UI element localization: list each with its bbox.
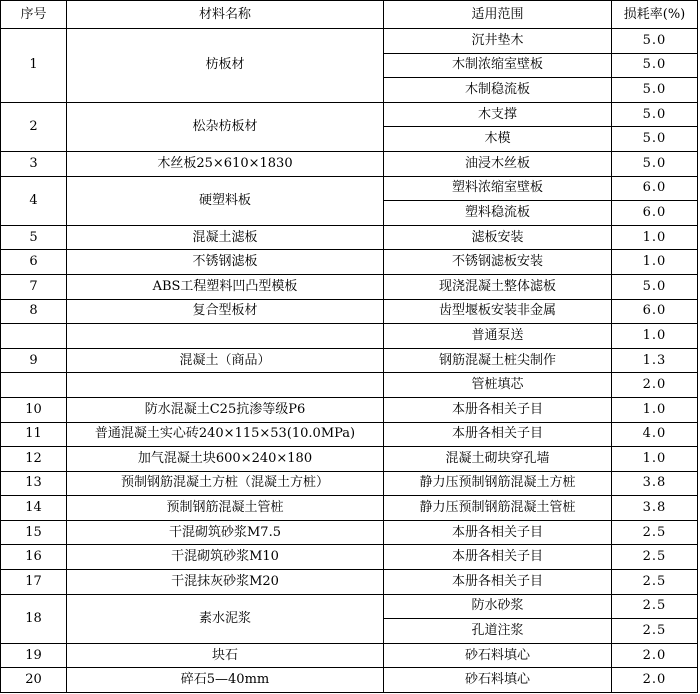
cell-scope: 静力压预制钢筋混凝土管桩 [384, 496, 612, 521]
cell-rate: 2.5 [612, 570, 698, 595]
cell-material [67, 324, 384, 349]
cell-scope: 塑料稳流板 [384, 201, 612, 226]
cell-material: 木丝板25×610×1830 [67, 151, 384, 176]
cell-no: 7 [1, 274, 67, 299]
table-row [1, 447, 698, 472]
cell-rate: 5.0 [612, 151, 698, 176]
table-row [1, 643, 698, 668]
cell-scope: 普通泵送 [384, 324, 612, 349]
cell-rate: 2.5 [612, 520, 698, 545]
cell-no: 1 [1, 29, 67, 103]
cell-no: 15 [1, 520, 67, 545]
table-row [1, 520, 698, 545]
cell-rate: 5.0 [612, 29, 698, 54]
cell-material: 普通混凝土实心砖240×115×53(10.0MPa) [67, 422, 384, 447]
cell-no: 17 [1, 570, 67, 595]
cell-no: 18 [1, 594, 67, 643]
cell-material: 混凝土滤板 [67, 225, 384, 250]
cell-scope: 砂石料填心 [384, 643, 612, 668]
cell-scope: 现浇混凝土整体滤板 [384, 274, 612, 299]
cell-scope: 本册各相关子目 [384, 545, 612, 570]
cell-no: 4 [1, 176, 67, 225]
cell-scope: 本册各相关子目 [384, 520, 612, 545]
cell-no: 14 [1, 496, 67, 521]
cell-no: 3 [1, 151, 67, 176]
cell-rate: 6.0 [612, 176, 698, 201]
table-header-row [1, 1, 698, 29]
cell-no: 19 [1, 643, 67, 668]
cell-no: 8 [1, 299, 67, 324]
header-no: 序号 [1, 1, 67, 29]
cell-material: 复合型板材 [67, 299, 384, 324]
cell-scope: 齿型堰板安装非金属 [384, 299, 612, 324]
cell-rate: 4.0 [612, 422, 698, 447]
cell-no [1, 373, 67, 398]
cell-rate: 1.0 [612, 324, 698, 349]
table-row [1, 496, 698, 521]
table-row [1, 299, 698, 324]
table-row [1, 594, 698, 619]
cell-scope: 防水砂浆 [384, 594, 612, 619]
table-row [1, 397, 698, 422]
cell-scope: 木模 [384, 127, 612, 152]
table-row [1, 570, 698, 595]
cell-rate: 2.5 [612, 594, 698, 619]
header-rate: 损耗率(%) [612, 1, 698, 29]
cell-scope: 塑料浓缩室壁板 [384, 176, 612, 201]
cell-scope: 钢筋混凝土桩尖制作 [384, 348, 612, 373]
cell-rate: 1.3 [612, 348, 698, 373]
header-scope: 适用范围 [384, 1, 612, 29]
cell-rate: 3.8 [612, 496, 698, 521]
cell-scope: 本册各相关子目 [384, 570, 612, 595]
cell-rate: 6.0 [612, 299, 698, 324]
table-row [1, 348, 698, 373]
cell-scope: 沉井垫木 [384, 29, 612, 54]
table-row [1, 151, 698, 176]
header-material: 材料名称 [67, 1, 384, 29]
cell-material: ABS工程塑料凹凸型模板 [67, 274, 384, 299]
table-row [1, 373, 698, 398]
cell-material: 防水混凝土C25抗渗等级P6 [67, 397, 384, 422]
cell-scope: 木制稳流板 [384, 78, 612, 103]
table-row [1, 545, 698, 570]
cell-no: 5 [1, 225, 67, 250]
cell-no: 2 [1, 102, 67, 151]
cell-material: 不锈钢滤板 [67, 250, 384, 275]
table-row [1, 324, 698, 349]
cell-scope: 砂石料填心 [384, 668, 612, 693]
cell-material: 混凝土（商品） [67, 348, 384, 373]
cell-material: 预制钢筋混凝土管桩 [67, 496, 384, 521]
cell-scope: 管桩填芯 [384, 373, 612, 398]
cell-scope: 滤板安装 [384, 225, 612, 250]
cell-no [1, 324, 67, 349]
cell-material [67, 373, 384, 398]
cell-material: 预制钢筋混凝土方桩（混凝土方桩） [67, 471, 384, 496]
cell-scope: 油浸木丝板 [384, 151, 612, 176]
cell-material: 素水泥浆 [67, 594, 384, 643]
cell-rate: 1.0 [612, 447, 698, 472]
cell-scope: 混凝土砌块穿孔墙 [384, 447, 612, 472]
cell-no: 13 [1, 471, 67, 496]
cell-rate: 2.0 [612, 373, 698, 398]
cell-material: 枋板材 [67, 29, 384, 103]
table-row [1, 102, 698, 127]
cell-rate: 6.0 [612, 201, 698, 226]
table-row [1, 274, 698, 299]
table-row [1, 225, 698, 250]
cell-no: 9 [1, 348, 67, 373]
cell-rate: 5.0 [612, 127, 698, 152]
table-row [1, 176, 698, 201]
cell-no: 12 [1, 447, 67, 472]
cell-rate: 1.0 [612, 250, 698, 275]
table-row [1, 250, 698, 275]
cell-no: 20 [1, 668, 67, 693]
cell-rate: 2.0 [612, 668, 698, 693]
cell-rate: 1.0 [612, 225, 698, 250]
table-row [1, 422, 698, 447]
cell-scope: 木制浓缩室壁板 [384, 53, 612, 78]
cell-scope: 本册各相关子目 [384, 397, 612, 422]
cell-rate: 5.0 [612, 78, 698, 103]
table-row [1, 471, 698, 496]
table-row [1, 668, 698, 693]
cell-no: 10 [1, 397, 67, 422]
cell-rate: 3.8 [612, 471, 698, 496]
cell-material: 块石 [67, 643, 384, 668]
cell-no: 6 [1, 250, 67, 275]
cell-no: 16 [1, 545, 67, 570]
table-row [1, 29, 698, 54]
cell-material: 硬塑料板 [67, 176, 384, 225]
cell-no: 11 [1, 422, 67, 447]
cell-material: 松杂枋板材 [67, 102, 384, 151]
cell-rate: 2.0 [612, 643, 698, 668]
cell-rate: 5.0 [612, 102, 698, 127]
cell-material: 干混抹灰砂浆M20 [67, 570, 384, 595]
cell-material: 干混砌筑砂浆M10 [67, 545, 384, 570]
cell-material: 干混砌筑砂浆M7.5 [67, 520, 384, 545]
cell-material: 碎石5—40mm [67, 668, 384, 693]
cell-material: 加气混凝土块600×240×180 [67, 447, 384, 472]
cell-rate: 5.0 [612, 53, 698, 78]
cell-rate: 2.5 [612, 545, 698, 570]
cell-scope: 孔道注浆 [384, 619, 612, 644]
cell-rate: 2.5 [612, 619, 698, 644]
cell-scope: 不锈钢滤板安装 [384, 250, 612, 275]
cell-scope: 静力压预制钢筋混凝土方桩 [384, 471, 612, 496]
cell-scope: 木支撑 [384, 102, 612, 127]
cell-scope: 本册各相关子目 [384, 422, 612, 447]
cell-rate: 5.0 [612, 274, 698, 299]
cell-rate: 1.0 [612, 397, 698, 422]
